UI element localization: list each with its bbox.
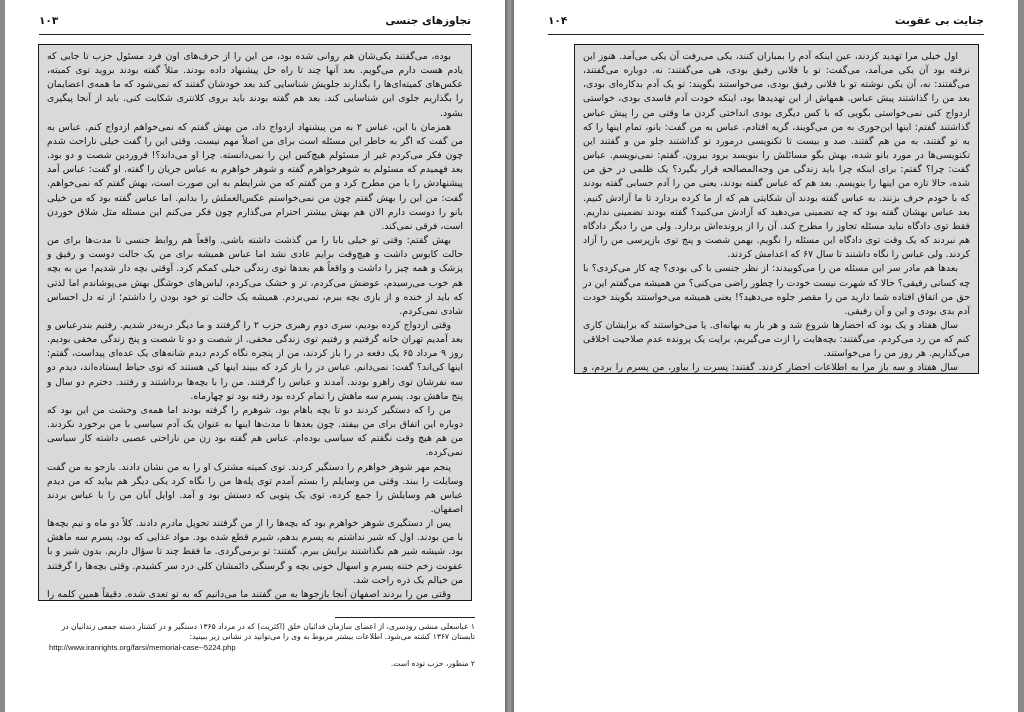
paragraph: سال هفتاد و یک بود که احضارها شروع شد و هر بار به بهانه‌ای. یا می‌خواستند که برایشان کاری کنم که من رد می‌کردم. می‌گفتند: بچه‌هایت را ازت می‌گیریم، برایت یک پرونده عدم صلاحیت اخلاقی می‌گذاریم. هر روز من را می‌خواستند. (583, 319, 970, 360)
footnote-1: ۱ عباسعلی منشی رودسری، از اعضای سازمان فدائیان خلق (اکثریت) که در مرداد ۱۳۶۵ دستگیر و در کشتار دسته جمعی زندانیان در تابستان ۱۳۶۷ کشته می‌شود. اطلاعات بیشتر مربوط به وی را می‌توانید در نشانی زیر ببینید: (61, 622, 475, 642)
paragraph: بعدها هم مادر سر این مسئله من را می‌کوبیدند: از نظر جنسی با کی بودی؟ چه کار می‌کردی؟ با چه کسانی رفیقی؟ حالا که شهرت نیست خودت را چطور راضی می‌کنی؟ من همیشه می‌گفتم این در حق من اتفاق افتاده شما دارید من را مقصر جلوه می‌دهید؟! یعنی همیشه می‌خواستند بگویند خودت آدم بدی بودی و این و آن رفیقی. (582, 263, 970, 317)
paragraph: اول خیلی مرا تهدید کردند، عین اینکه آدم را بمباران کنند، یکی می‌رفت آن یکی می‌آمد. هنوز این نرفته بود آن یکی می‌آمد، می‌گفت: تو با فلانی رفیق بودی، هی می‌گفتند: نه. دوباره می‌گفتند، می‌گفتند: نه، آن یکی نوشته تو با فلانی رفیق بودی، می‌خواستند بگویند: تو یک آدم بدکاره‌ای بودی، بعد من را گذاشتند پیش عباس. همهاش از این تهدیدها بود، اینکه خودت آدم فاسدی بودی، خواستی ازدواج کنی نمی‌خواستی بگویی که با کس دیگری بودی انداختی گردن ما وقتی من را پیش عباس گذاشتند گفتم: اینها این‌جوری به من می‌گویند، گریه افتادم. عباس به من گفت: بانو، تمام اینها را که به تو گفتند، به من هم گفتند. صد و بیست تا تکنویسی درمورد تو گذاشتند جلو من و گفتند این تکنویسی‌ها در مورد بانو شده، بهش بگو مسائلش را بنویسد برود بیرون. گفتم: نمی‌نویسم. عباس گفت: چرا؟ گفتم: برای اینکه چرا باید زندگی من وجه‌المصالحه قرار بگیرد؟ یک ظلمی در حق من شده، حالا تازه من اینها را بنویسم. بعد هم که عباس گفته بودند، یعنی من را آدم حسابی گفته بودند که با خودم حرف بزنند. به عباس گفته بودند آن شکایتی هم که از ما کرده بردارد تا ما آزادش کنیم. بعد عباس بهشان گفته بود که چه تضمینی می‌دهید که آزادش می‌کنید؟ گفته بودند تضمینی نداریم. فقط توی دادگاه نباید مسئله تجاوز را مطرح کند. آن را از پرونده‌اش بردارد. ولی من را دیگر دادگاه هم نبردند که یک وقت توی دادگاه این مسئله را نگویم. بهمن شصت و پنج توی بازپرسی من را آزاد کردند. ولی عباس را نگاه داشتند تا سال ۶۷ که اعدامش کردند. (583, 51, 970, 261)
paragraph: سال هفتاد و سه باز مرا به اطلاعات احضار کردند. گفتند: پسرت را بیاور، من پسرم را بردم، و (583, 362, 958, 374)
page-number: ۱۰۴ (548, 15, 568, 27)
header-title: تجاوزهای جنسی (385, 15, 471, 27)
paragraph: پس از دستگیری شوهر خواهرم بود که بچه‌ها را از من گرفتند تحویل مادرم دادند. کلاً دو ماه و نیم بچه‌ها با من بودند. اول که شیر نداشتم به پسرم بدهم، شیرم قطع شده بود. مواد غذایی که بود، پسرم سه ماهش بود. شیشه شیر هم نگذاشتند برایش ببرم. گفتند: تو برمی‌گردی. ما فقط چند تا سؤال داریم. بدون شیر و با عفونت زخم ختنه پسرم و اسهال خونی بچه و گرسنگی دائمشان کلی درد سر کشیدم. وقتی بچه‌ها را گرفتند من خیالم یک ذره راحت شد. (47, 518, 463, 586)
paragraph: پنجم مهر شوهر خواهرم را دستگیر کردند. توی کمیته مشترک او را به من نشان دادند. بازجو به من گفت وسایلت را ببند. وقتی من وسایلم را بستم آمدم توی پله‌ها من را نگاه کرد یکی دیگر هم بیاید که من دیدم عباس هم وسایلش را جمع کرده، توی یک پتویی که دستش بود و آمد. اوایل آبان من را با عباس بردند اصفهان. (47, 461, 463, 515)
footnote-1-url[interactable]: http://www.iranrights.org/farsi/memorial-case--5224.php (49, 642, 236, 652)
running-header (548, 12, 984, 35)
footnote-2: ۲ منظور، حزب توده است. (390, 659, 475, 669)
book-gutter (505, 0, 514, 712)
paragraph: بوده، می‌گفتند یکی‌شان هم روانی شده بود، من این را از حرف‌های اون فرد مسئول حزب تا جایی که یادم هست دارم می‌گویم. بعد آنها چند تا راه حل پیشنهاد داده بودند. مثلاً گفته بودند بروید توی کمیته، عکس‌های کمیته‌ای‌ها را بگذارند جلویش شناسایی کند بعد خودشان گفتند که نمی‌شود که ما همه‌ی اعضایمان را بگذاریم جلوی این شناسایی کند. بعد هم گفته بودند باید بروی کلانتری شکایت کنی. باید از آنجا پیگیری بشود. (47, 51, 463, 119)
right-page (514, 0, 1018, 712)
paragraph: وقتی من را بردند اصفهان آنجا بازجوها به من گفتند ما می‌دانیم که به تو تعدی شده. دقیقاً همین کلمه را (47, 588, 451, 600)
footnotes (49, 622, 475, 670)
page-number: ۱۰۳ (39, 15, 59, 27)
paragraph: وقتی ازدواج کرده بودیم، سری دوم رهبری حزب ۲ را گرفتند و ما دیگر دربه‌در شدیم. رفتیم بندرعباس و بعد آمدیم تهران خانه گرفتیم و رفتیم توی زندگی مخفی. از شصت و دو تا شصت و پنج زندگی مخفی بودیم. روز ۹ مرداد ۶۵ یک دفعه در را باز کردند، من از پنجره نگاه کردم دیدم شانه‌های یک عده‌ای پیداست، گفتم: اینها کی‌اند؟ گفت: نمی‌دانم. عباس در را باز کرد که ببیند اینها کی هستند که توی حیاط ایستاده‌اند، دیدم دو سه نفرشان توی راهرو بودند. آمدند و عباس را گرفتند. من را با بچه‌ها برداشتند و رفتند. دخترم دو سال و پنج ماهش بود. پسرم سه ماهش را تمام کرده بود رفته بود تو چهارماه. (47, 319, 464, 402)
footnote-divider (335, 617, 475, 618)
paragraph: بهش گفتم: وقتی تو خیلی بابا را من گذشت داشته باشی. واقعاً هم روابط جنسی تا مدت‌ها برای من حالت کابوس داشت و هیچ‌وقت برایم عادی نشد اما عباس همیشه برای من یک حالت دوست و رفیق و پزشک و همه چیز را داشت و واقعاً هم بعدها توی زندگی خیلی کمکم کرد. آوقتی بچه دار شدیم! من به بچه هم خوب می‌رسیدم، عوضش می‌کردم، تر و خشک می‌کردم، لباس‌های خوشگل بهش می‌پوشاندم اما لذتی که باید از خنده و از بازی بچه ببرم، نمی‌بردم. همیشه یک حالت تو خود بودن را داشتم؛ از ته دل احساس شادی نمی‌کردم. (47, 235, 463, 317)
paragraph: من را که دستگیر کردند دو تا بچه باهام بود، شوهرم را گرفته بودند اما همه‌ی وحشت من این بود که دوباره این اتفاق برای من بیفتد. چون بعدها تا مدت‌ها اینها به عنوان یک آدم سیاسی با من برخورد نکردند. من هم هیچ وقت نگفتم که سیاسی بوده‌ام. عباس هم گفته بود زن من ناراحتی عصبی داشته کار سیاسی نمی‌کرده. (47, 404, 463, 459)
paragraph: همزمان با این، عباس ۲ به من پیشنهاد ازدواج داد، من بهش گفتم که نمی‌خواهم ازدواج کنم. عباس به من گفت که اگر به خاطر این مسئله است برای من اصلاً مهم نیست. وقتی این را گفت خیلی ناراحت شدم چون فکر می‌کردم غیر از مسئولم هیچ‌کس این را نمی‌دانسته. چرا او می‌داند؟! فروردین شصت و دو بود. بعد فهمیدم که مسئولم به شوهرخواهرم گفته و شوهر خواهرم به عباس جریان را گفته. او گفت: عباس آمد پیشنهادش را با من مطرح کرد و من گفتم که من شرایطم به این صورت است، بهش گفتم که نمی‌خواهم. گفت: من این را بهش گفتم چون من نمی‌خواستم عکس‌العملش را بدانم. اما عباس گفته بود که من خیلی بانو را دوست دارم الان هم بهش بیشتر احترام می‌گذارم چون فکر می‌کنم این مسئله مثل شلاق خوردن است، فرقی نمی‌کند. (47, 121, 463, 232)
left-page (5, 0, 505, 712)
body-text-box (38, 44, 472, 601)
header-title: جنایت بی عقوبت (894, 15, 984, 27)
body-text-box (574, 44, 979, 374)
running-header (39, 12, 471, 35)
